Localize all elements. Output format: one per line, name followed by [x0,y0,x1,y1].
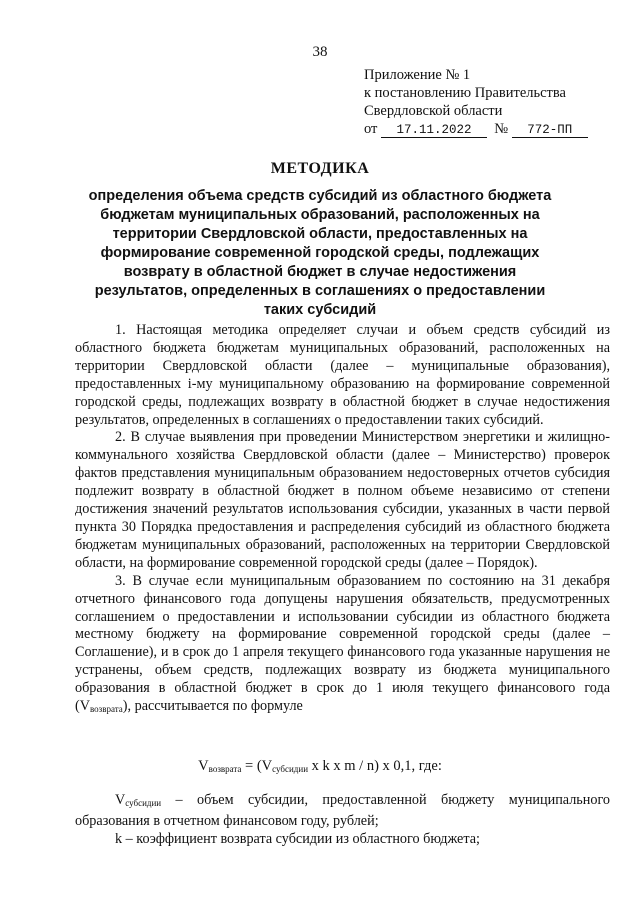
definition-text: – коэффициент возврата субсидии из областного бюджета; [122,830,480,847]
definition-subscript: субсидии [125,798,162,808]
appendix-block [364,66,588,138]
definition-k [75,831,610,849]
paragraph-3 [75,573,610,719]
document-subtitle: определения объема средств субсидий из областного бюджета бюджетам муниципальных образований, расположенных на территории Свердловской области, предоставленных на формирование современной городской среды, подлежащих возврату в областной бюджет в случае недостижения результатов, определенных в соглашениях о предоставлении таких субсидий [88,188,552,318]
definition-v-subsidy [75,792,610,831]
paragraph-3-tail: ), рассчитывается по формуле [122,698,303,715]
definitions [75,792,610,849]
document-title: МЕТОДИКА [270,160,370,177]
definition-symbol: k [115,830,123,847]
decree-date: 17.11.2022 [381,123,487,138]
formula-middle: = (V [241,758,273,774]
definition-symbol: V [115,792,126,808]
appendix-reference: к постановлению Правительства [364,85,566,101]
formula-v: V [198,758,209,774]
number-prefix: № [494,121,509,137]
appendix-region: Свердловской области [364,103,503,119]
decree-number: 772-ПП [512,123,588,138]
appendix-date-number [364,120,588,138]
formula [0,758,640,775]
paragraph-2: 2. В случае выявления при проведении Министерством энергетики и жилищно-коммунального хозяйства Свердловской области (далее – Министерство) проверок фактов представления муниципальным образованием недостоверных отчетов субсидия подлежит возврату в областной бюджет в полном объеме независимо от степени достижения значений результатов использования субсидии, указанных в части первой пункта 30 Порядка предоставления и распределения субсидий из областного бюджета бюджетам муниципальных образований, расположенных на территории Свердловской области, на формирование современной городской среды (далее – Порядок). [75,429,610,571]
definition-text: – объем субсидии, предоставленной бюджету муниципального образования в отчетном финансовом году, рублей; [75,792,610,829]
paragraph-3-subscript: возврата [89,704,123,715]
document-body [75,322,610,719]
formula-sub-subsidy: субсидии [272,764,309,774]
paragraph-3-text: 3. В случае если муниципальным образованием по состоянию на 31 декабря отчетного финансового года допущены нарушения обязательств, предусмотренных соглашением о предоставлении и использовании субсидии из областного бюджета местному бюджету на формирование современной городской среды (далее – Соглашение), и в срок до 1 апреля текущего финансового года указанные нарушения не устранены, объем средств, подлежащих возврату из бюджета муниципального образования в областной бюджет в срок до 1 июля текущего финансового года (V [75,572,610,715]
appendix-title: Приложение № 1 [364,67,471,83]
paragraph-1: 1. Настоящая методика определяет случаи и объем средств субсидий из областного бюджета бюджетам муниципальных образований, расположенных на территории Свердловской области (далее – муниципальные образования), предоставленных i-му муниципальному образованию на формирование современной городской среды, подлежащих возврату в областной бюджет в случае недостижения результатов, определенных в соглашениях о предоставлении таких субсидий. [75,322,610,428]
formula-sub-return: возврата [208,764,242,774]
date-prefix: от [364,121,378,137]
formula-tail: x k x m / n) x 0,1, где: [308,758,442,774]
page-number: 38 [312,44,328,60]
